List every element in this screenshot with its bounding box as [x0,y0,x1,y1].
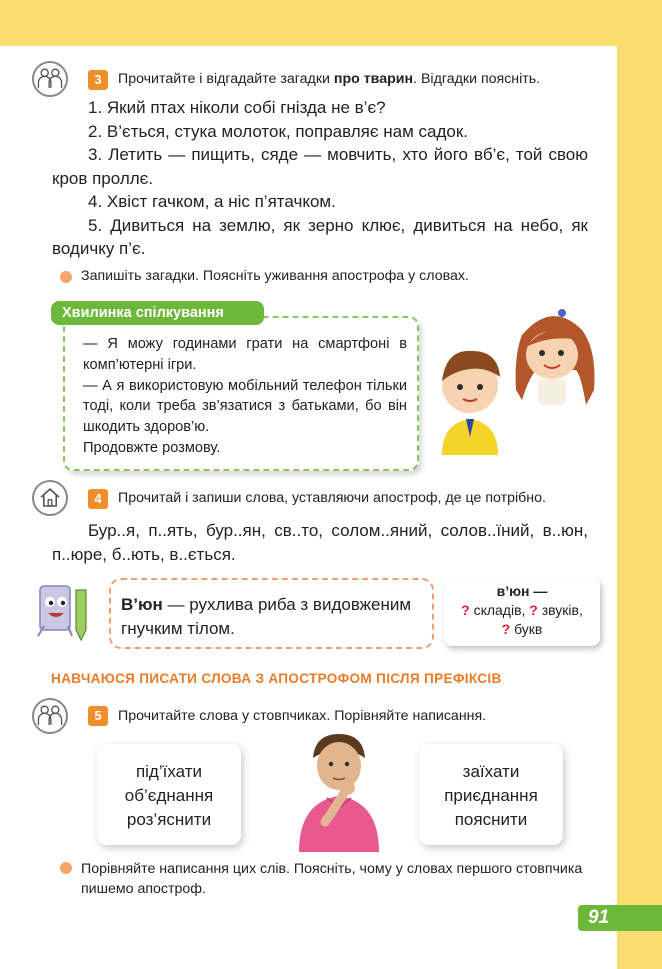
task3-bullet-text: Запишіть загадки. Поясніть уживання апострофа у словах. [81,268,469,284]
top-band [0,0,662,46]
riddle-item: 5. Дивиться на землю, як зерно клює, дивиться на небо, як водичку п’є. [52,215,588,258]
task4-instruction: Прочитай і запиши слова, уставляючи апостроф, де це потрібно. [118,490,546,506]
question-mark: ? [461,602,470,618]
riddle-item: 2. В’ється, стука молоток, поправляє нам садок. [88,121,469,141]
note-word: в’юн — [496,583,548,599]
riddle-item: 1. Який птах ніколи собі гнізда не в’є? [88,98,386,117]
task4-words [52,519,588,567]
bullet-icon [60,862,72,874]
word-analysis-note [444,578,600,646]
riddle-item: 3. Летить — пищить, сяде — мовчить, хто його вб’є, той свою кров проллє. [52,145,588,188]
riddles-list [52,96,588,261]
pair-work-icon [32,61,68,97]
note-sounds: звуків, [541,602,583,618]
definition-term: В’юн [121,595,163,614]
note-letters: букв [514,621,543,637]
pencil-mascot-icon [32,580,94,648]
pair-work-icon [32,698,68,734]
word-column-left [97,744,241,845]
word-column-right [419,744,563,845]
word-item: пояснити [454,810,528,829]
question-mark: ? [529,602,538,618]
word-item: під’їхати [135,762,203,781]
question-mark: ? [501,621,511,637]
word-item: приєднання [444,786,538,805]
task5-instruction: Прочитайте слова у стовпчиках. Порівняйте написання. [118,708,487,724]
word-item: об’єднання [124,786,214,805]
note-syllables: складів, [473,602,526,618]
chat-dialogue-box [63,316,419,471]
definition-text: — рухлива риба з видовженим гнучким тілом. [121,595,412,638]
home-icon [32,480,68,516]
right-band [617,0,662,969]
chat-line: — А я використовую мобільний телефон тільки тоді, коли треба зв’язатися з батьками, бо він шкодить здоров’ю. [83,377,407,436]
chat-line: Продовжте розмову. [83,439,221,456]
word-item: заїхати [462,762,520,781]
chat-tag: Хвилинка спілкування [51,301,264,325]
task-number-badge: 3 [88,70,108,90]
task-number-badge: 5 [88,706,108,726]
chat-line: — Я можу годинами грати на смартфоні в комп’ютерні ігри. [83,336,407,373]
definition-box [109,578,434,649]
children-illustration [430,295,610,455]
task3-instruction: Прочитайте і відгадайте загадки про тварин. Відгадки поясніть. [118,71,541,87]
word-item: роз’яснити [126,810,212,829]
task-number-badge: 4 [88,489,108,509]
section-title: НАВЧАЮСЯ ПИСАТИ СЛОВА З АПОСТРОФОМ ПІСЛЯ ПРЕФІКСІВ [51,671,502,686]
words-text: Бур..я, п..ять, бур..ян, св..то, солом..яний, солов..їний, в..юн, п..юре, б..ють, в..ється. [52,521,588,564]
riddle-item: 4. Хвіст гачком, а ніс п’ятачком. [88,192,336,211]
bullet-icon [60,271,72,283]
thinking-boy-illustration [285,732,393,852]
page-number: 91 [578,905,662,931]
task5-bullet-text: Порівняйте написання цих слів. Поясніть, чому у словах першого стовпчика пишемо апостроф. [81,861,583,897]
